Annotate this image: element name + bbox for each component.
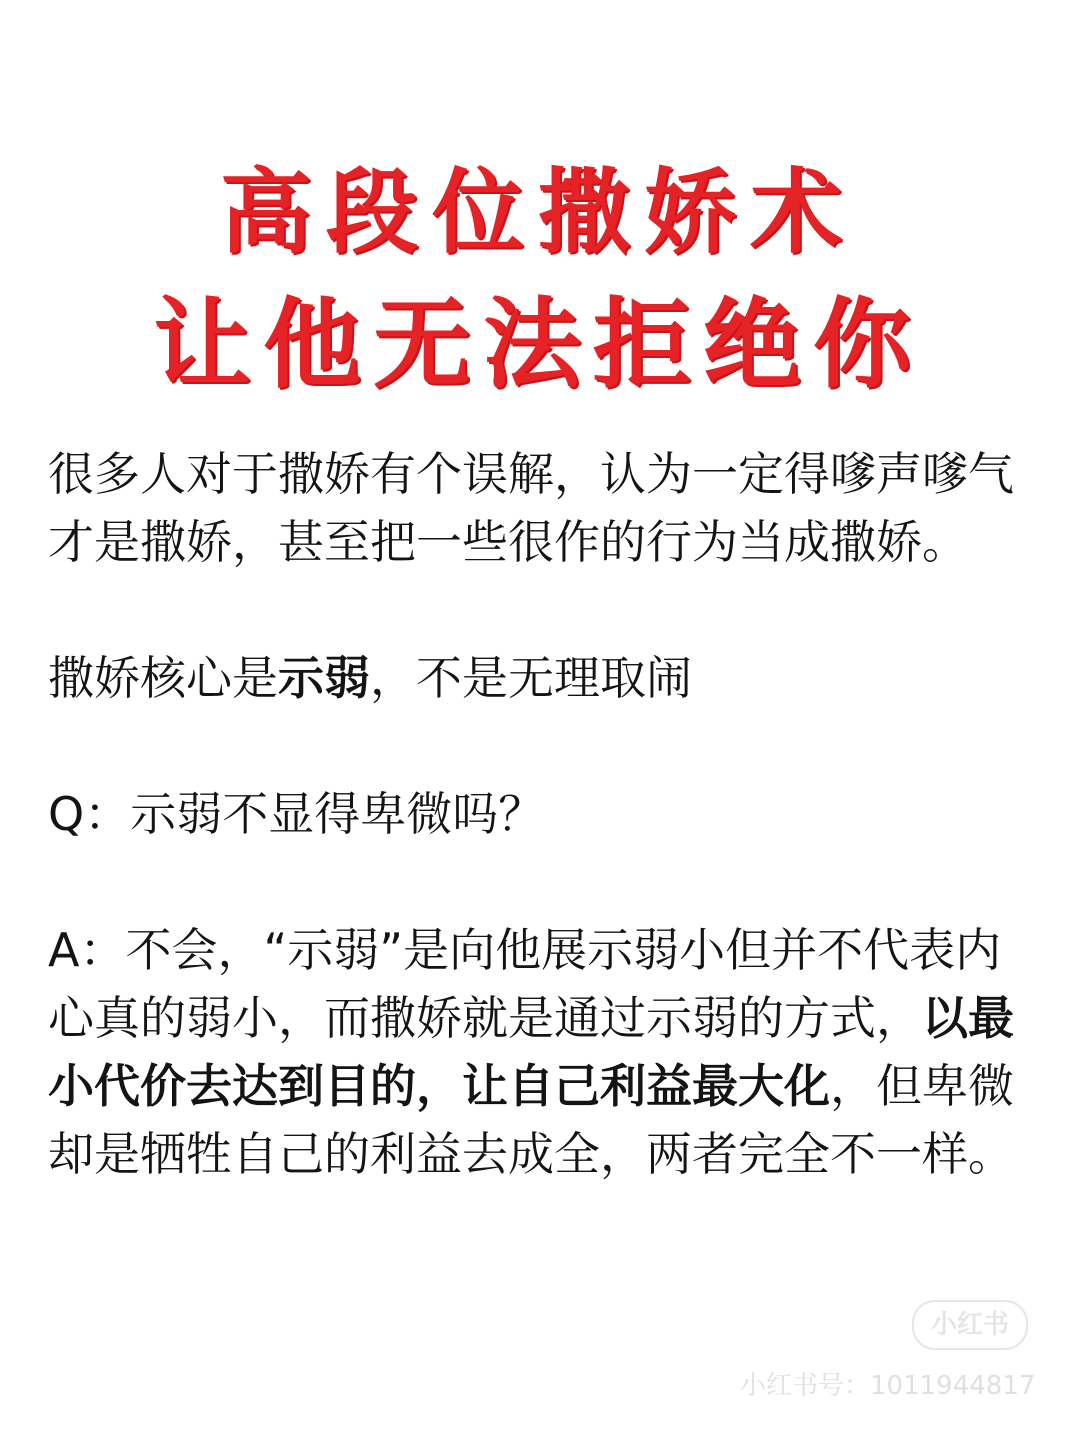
answer-text-bold: 以最小代价去达到目的，让自己利益最大化 (48, 991, 1014, 1113)
page-title-line-1: 高段位撒娇术 (219, 158, 856, 266)
paragraph-question: Q：示弱不显得卑微吗？ (48, 787, 545, 841)
paragraph-core (48, 644, 1033, 712)
paragraph-spacer (48, 712, 1033, 780)
paragraph-spacer (48, 576, 1033, 644)
paragraph-answer (48, 916, 1033, 1188)
answer-text-start: A：不会，“示弱”是向他展示弱小但并不代表内心真的弱小，而撒娇就是通过示弱的方式， (48, 923, 1002, 1045)
watermark-account-id: 小红书号：1011944817 (740, 1371, 1036, 1401)
page-title-line-2: 让他无法拒绝你 (152, 287, 923, 402)
watermark-logo: 小红书 (912, 1300, 1028, 1350)
core-text-start: 撒娇核心是 (48, 651, 278, 705)
core-text-bold: 示弱 (278, 651, 370, 705)
core-text-end: ，不是无理取闹 (370, 651, 692, 705)
paragraph-spacer (48, 848, 1033, 916)
paragraph-intro: 很多人对于撒娇有个误解，认为一定得嗲声嗲气才是撒娇，甚至把一些很作的行为当成撒娇。 (48, 447, 1014, 569)
answer-text-end: ，但卑微却是牺牲自己的利益去成全，两者完全不一样。 (48, 1059, 1014, 1181)
article-body (48, 440, 1033, 1188)
